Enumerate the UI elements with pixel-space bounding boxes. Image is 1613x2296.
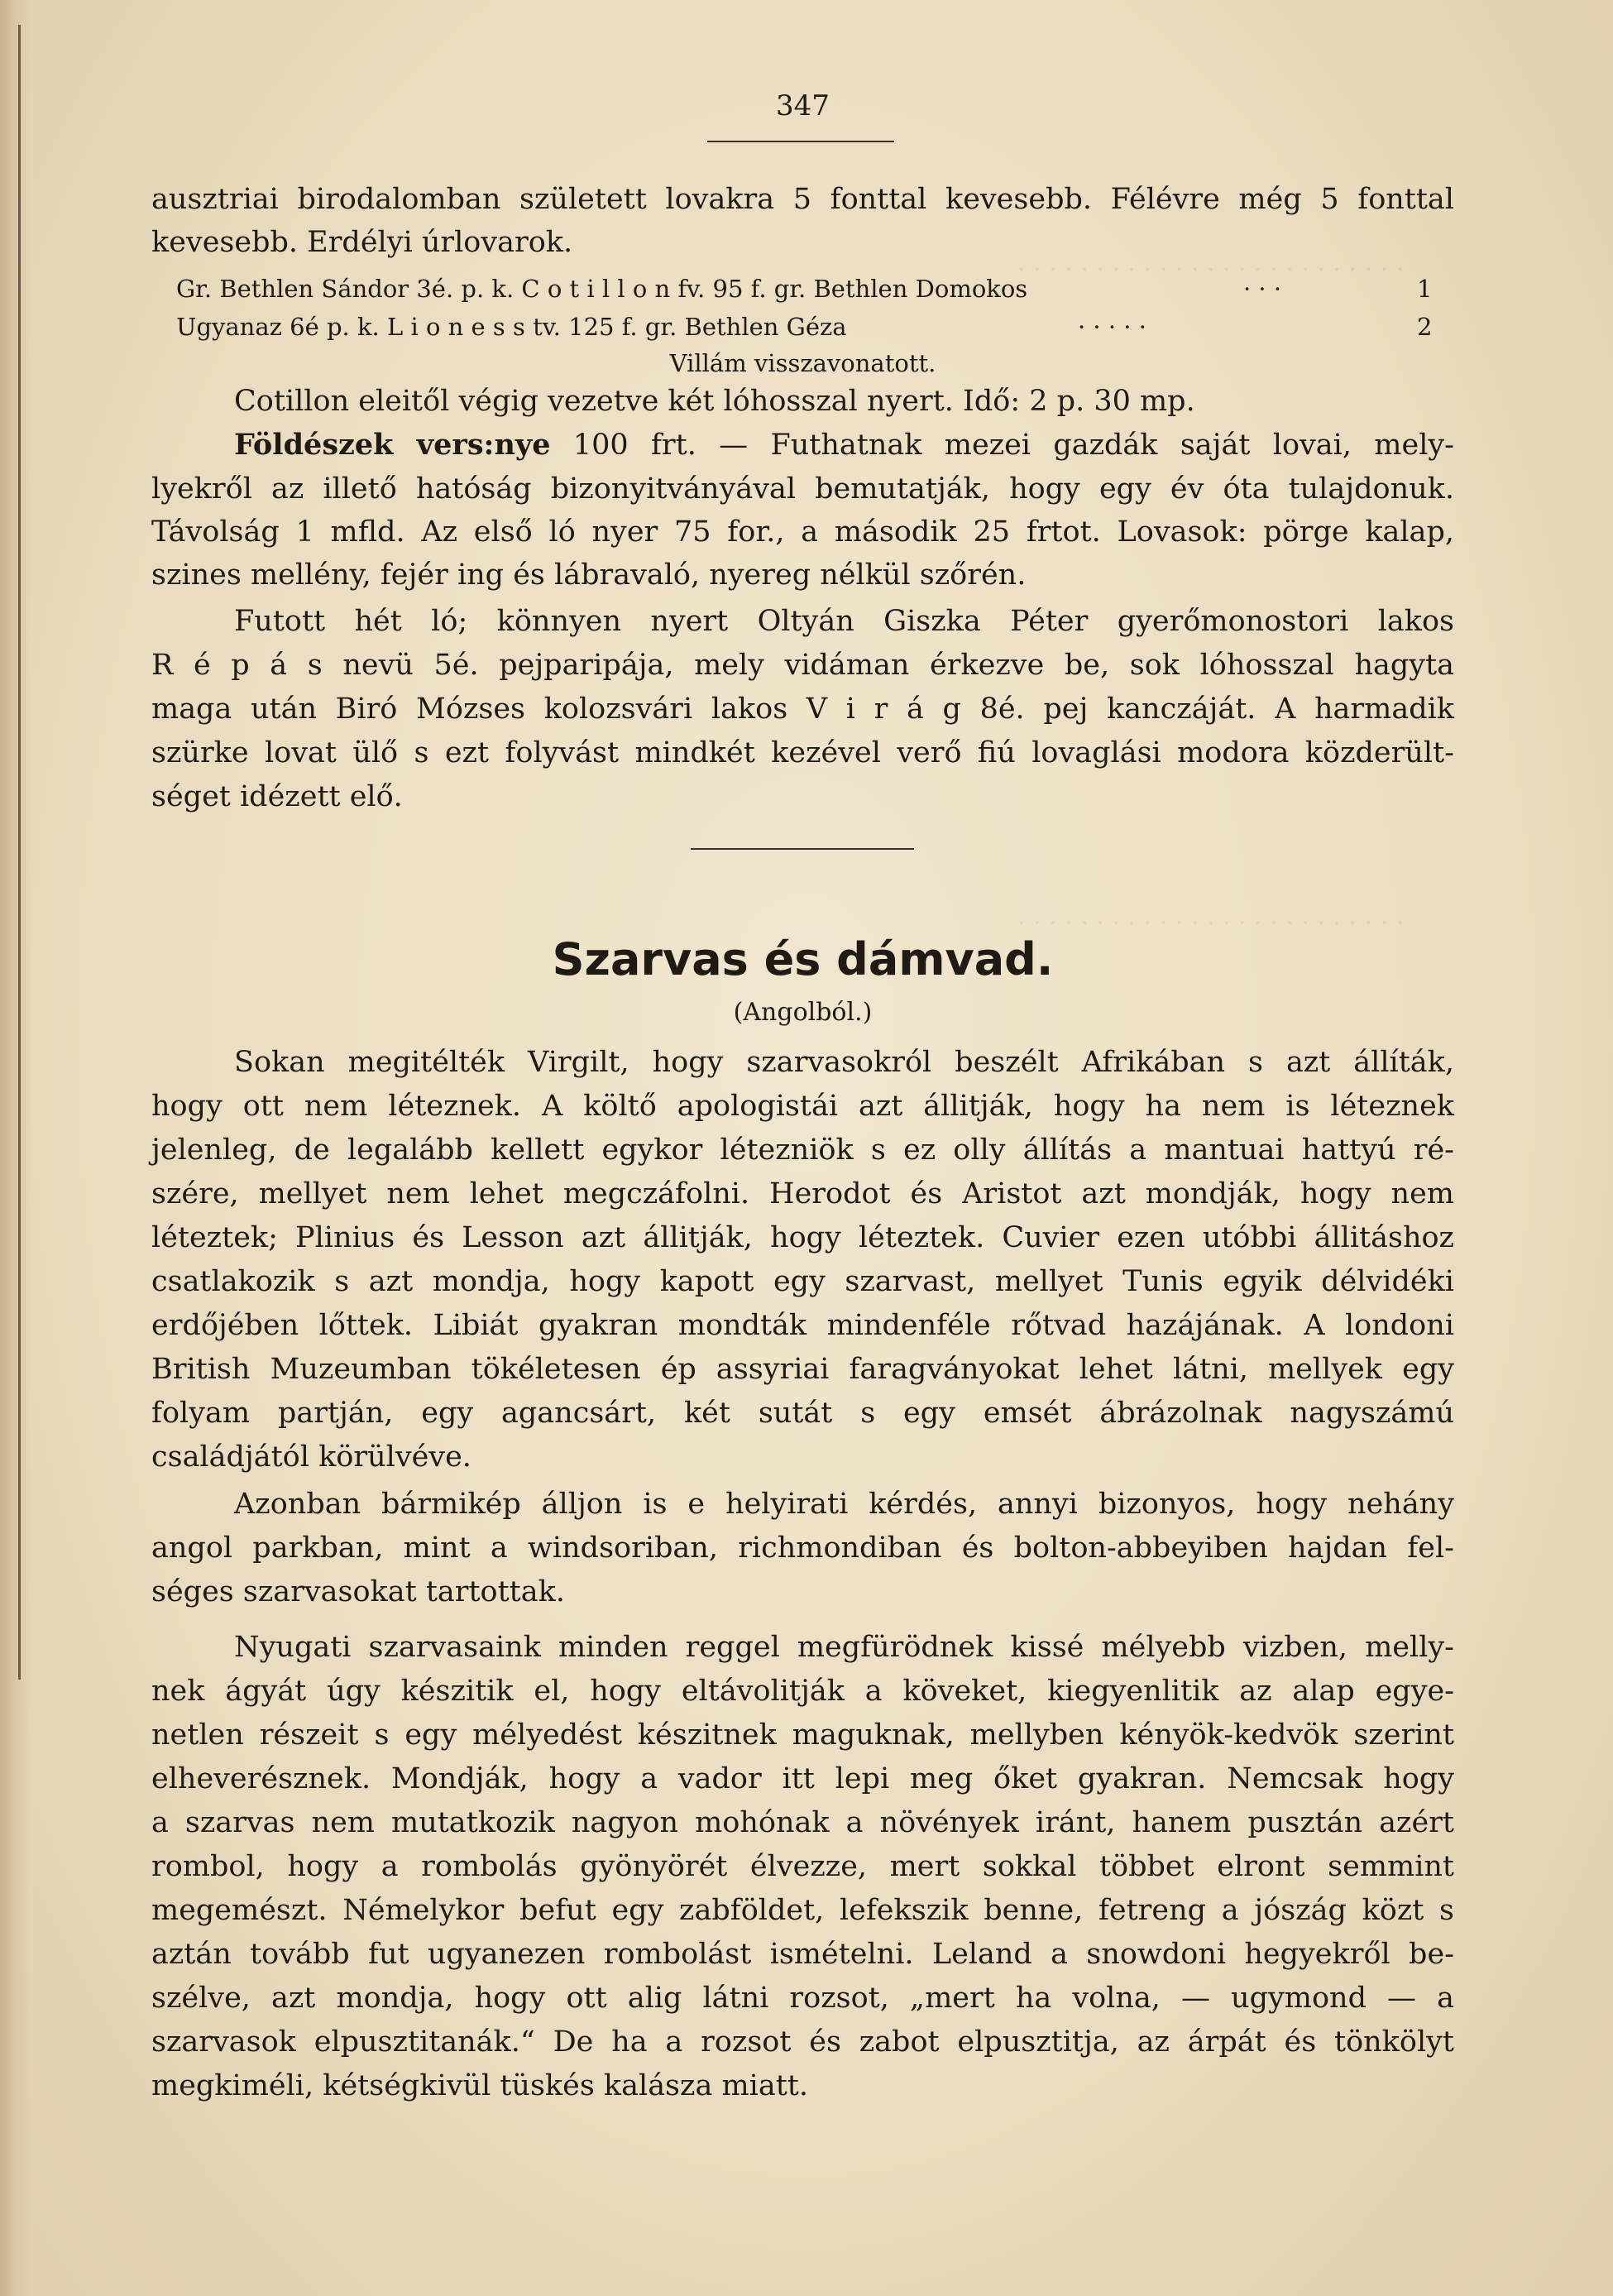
article-line: szélve, azt mondja, hogy ott alig látni rozsot, „mert ha volna, — ugymond — a <box>151 1982 1454 2015</box>
article-line: jelenleg, de legalább kellett egykor létezniök s ez olly állítás a mantuai hattyú ré- <box>151 1134 1454 1167</box>
race-entry <box>176 271 1454 306</box>
article-line: erdőjében lőttek. Libiát gyakran mondták mindenféle rőtvad hazájának. A londoni <box>151 1309 1454 1342</box>
article-line: Nyugati szarvasaink minden reggel megfürödnek kissé mélyebb vizben, melly- <box>234 1631 1454 1664</box>
leader-dots: · · · · · <box>1078 313 1146 341</box>
article-line: séges szarvasokat tartottak. <box>151 1575 565 1608</box>
article-line: csatlakozik s azt mondja, hogy kapott egy szarvast, mellyet Tunis egyik délvidéki <box>151 1265 1454 1298</box>
article-subtitle: (Angolból.) <box>733 998 873 1027</box>
bleed-through-text: . . . . . . . . . . . . . . . . . . . . . . . . . <box>1017 902 1405 931</box>
bleed-through-text: . . . . . . . . . . . . . . . . . . . . . . . . . <box>1017 248 1405 277</box>
page-number: 347 <box>776 89 830 122</box>
withdrawn-note: Villám visszavonatott. <box>669 349 936 377</box>
header-rule <box>707 141 894 142</box>
article-line: Sokan megitélték Virgilt, hogy szarvasokról beszélt Afrikában s azt állíták, <box>234 1046 1454 1079</box>
race-result: Cotillon eleitől végig vezetve két lóhosszal nyert. Idő: 2 p. 30 mp. <box>234 385 1195 418</box>
article-line: aztán tovább fut ugyanezen rombolást ismételni. Leland a snowdoni hegyekről be- <box>151 1938 1454 1971</box>
article-line: léteztek; Plinius és Lesson azt állitják, hogy léteztek. Cuvier ezen utóbbi állitáshoz <box>151 1221 1454 1254</box>
race-intro-line: kevesebb. Erdélyi úrlovarok. <box>151 226 573 259</box>
race-entry-text: Gr. Bethlen Sándor 3é. p. k. C o t i l l o n fv. 95 f. gr. Bethlen Domokos <box>176 275 1028 303</box>
article-line: családjától körülvéve. <box>151 1440 471 1474</box>
farmers-race-line: szines mellény, fejér ing és lábravaló, nyereg nélkül szőrén. <box>151 558 1027 592</box>
article-line: a szarvas nem mutatkozik nagyon mohónak a növények iránt, hanem pusztán azért <box>151 1806 1454 1839</box>
race-report-line: séget idézett elő. <box>151 780 403 813</box>
article-line: szére, mellyet nem lehet megczáfolni. Herodot és Aristot azt mondják, hogy nem <box>151 1177 1454 1210</box>
race-entry <box>176 309 1454 344</box>
farmers-race-line: lyekről az illető hatóság bizonyitványával bemutatják, hogy egy év óta tulajdonuk. <box>151 472 1454 506</box>
farmers-race-text: 100 frt. — Futhatnak mezei gazdák saját lovai, mely- <box>550 429 1454 462</box>
article-line: netlen részeit s egy mélyedést készitnek maguknak, mellyben kényök-kedvök szerint <box>151 1718 1454 1752</box>
race-intro-line: ausztriai birodalomban született lovakra 5 fonttal kevesebb. Félévre még 5 fonttal <box>151 183 1454 216</box>
race-report-line: Futott hét ló; könnyen nyert Oltyán Giszka Péter gyerőmonostori lakos <box>234 605 1454 638</box>
race-report-line: szürke lovat ülő s ezt folyvást mindkét kezével verő fiú lovaglási modora közderült- <box>151 736 1454 769</box>
binding-edge <box>18 25 21 1680</box>
article-line: hogy ott nem léteznek. A költő apologistái azt állitják, hogy ha nem is léteznek <box>151 1090 1454 1123</box>
race-place: 2 <box>1417 313 1433 341</box>
article-line: megkiméli, kétségkivül tüskés kalásza miatt. <box>151 2069 808 2102</box>
farmers-race-line <box>234 428 1454 463</box>
book-spine-shadow <box>0 0 31 2296</box>
article-line: szarvasok elpusztitanák.“ De ha a rozsot és zabot elpusztitja, az árpát és tönkölyt <box>151 2025 1454 2059</box>
article-line: folyam partján, egy agancsárt, két sutát s egy emsét ábrázolnak nagyszámú <box>151 1397 1454 1430</box>
race-place: 1 <box>1417 275 1433 303</box>
article-line: rombol, hogy a rombolás gyönyörét élvezze, mert sokkal többet elront semmint <box>151 1850 1454 1883</box>
farmers-race-line: Távolság 1 mfld. Az első ló nyer 75 for., a második 25 frtot. Lovasok: pörge kalap, <box>151 515 1454 549</box>
article-line: nek ágyát úgy készitik el, hogy eltávolitják a köveket, kiegyenlitik az alap egye- <box>151 1675 1454 1708</box>
article-title: Szarvas és dámvad. <box>552 933 1054 985</box>
article-line: angol parkban, mint a windsoriban, richmondiban és bolton-abbeyiben hajdan fel- <box>151 1531 1454 1565</box>
race-entry-text: Ugyanaz 6é p. k. L i o n e s s tv. 125 f. gr. Bethlen Géza <box>176 313 847 341</box>
article-line: British Muzeumban tökéletesen ép assyriai faragványokat lehet látni, mellyek egy <box>151 1353 1454 1386</box>
section-divider <box>691 848 914 850</box>
article-line: megemészt. Némelykor befut egy zabföldet, lefekszik benne, fetreng a jószág közt s <box>151 1894 1454 1927</box>
farmers-race-title: Földészek vers:nye <box>234 428 551 462</box>
article-line: Azonban bármikép álljon is e helyirati kérdés, annyi bizonyos, hogy nehány <box>234 1488 1454 1521</box>
race-report-line: R é p á s nevü 5é. pejparipája, mely vidáman érkezve be, sok lóhosszal hagyta <box>151 649 1454 682</box>
race-report-line: maga után Biró Mózses kolozsvári lakos V i r á g 8é. pej kanczáját. A harmadik <box>151 693 1454 726</box>
leader-dots: · · · <box>1243 275 1282 303</box>
article-line: elheverésznek. Mondják, hogy a vador itt lepi meg őket gyakran. Nemcsak hogy <box>151 1762 1454 1795</box>
